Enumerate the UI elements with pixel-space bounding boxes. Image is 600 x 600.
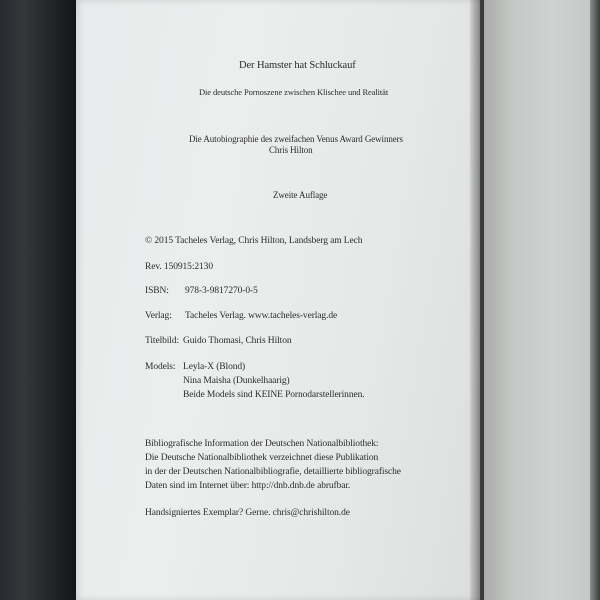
models-line: Leyla-X (Blond) [183,362,246,372]
book-title: Der Hamster hat Schluckauf [239,60,356,71]
author-name: Chris Hilton [269,145,313,155]
models-line: Nina Maisha (Dunkelhaarig) [183,376,290,386]
isbn-label: ISBN: [145,286,169,296]
signed-copy-note: Handsigniertes Exemplar? Gerne. chris@chrishilton.de [145,508,350,518]
edition-note: Zweite Auflage [273,190,328,200]
bibliographic-line: in der der Deutschen Nationalbibliografie, detaillierte bibliografische [145,467,401,477]
bibliographic-line: Die Deutsche Nationalbibliothek verzeichnet diese Publikation [145,453,379,463]
copyright-line: © 2015 Tacheles Verlag, Chris Hilton, Landsberg am Lech [145,236,363,246]
bibliographic-line: Bibliografische Information der Deutschen Nationalbibliothek: [145,439,379,449]
cover-image-label: Titelbild: [145,336,180,346]
book-right-edge [590,0,600,600]
publisher-label: Verlag: [145,311,172,321]
revision-line: Rev. 150915:2130 [145,262,213,272]
isbn-value: 978-3-9817270-0-5 [185,286,258,296]
cover-image-value: Guido Thomasi, Chris Hilton [183,336,292,346]
autobiography-line: Die Autobiographie des zweifachen Venus Award Gewinners [189,134,403,144]
book-subtitle: Die deutsche Pornoszene zwischen Klischee und Realität [199,87,389,97]
publisher-value: Tacheles Verlag. www.tacheles-verlag.de [185,311,338,321]
models-label: Models: [145,362,176,372]
models-line: Beide Models sind KEINE Pornodarstellerinnen. [183,390,365,400]
book-cover-edge [0,0,78,600]
facing-page [484,0,600,600]
book-gutter [470,0,484,600]
bibliographic-line: Daten sind im Internet über: http://dnb.dnb.de abrufbar. [145,481,351,491]
